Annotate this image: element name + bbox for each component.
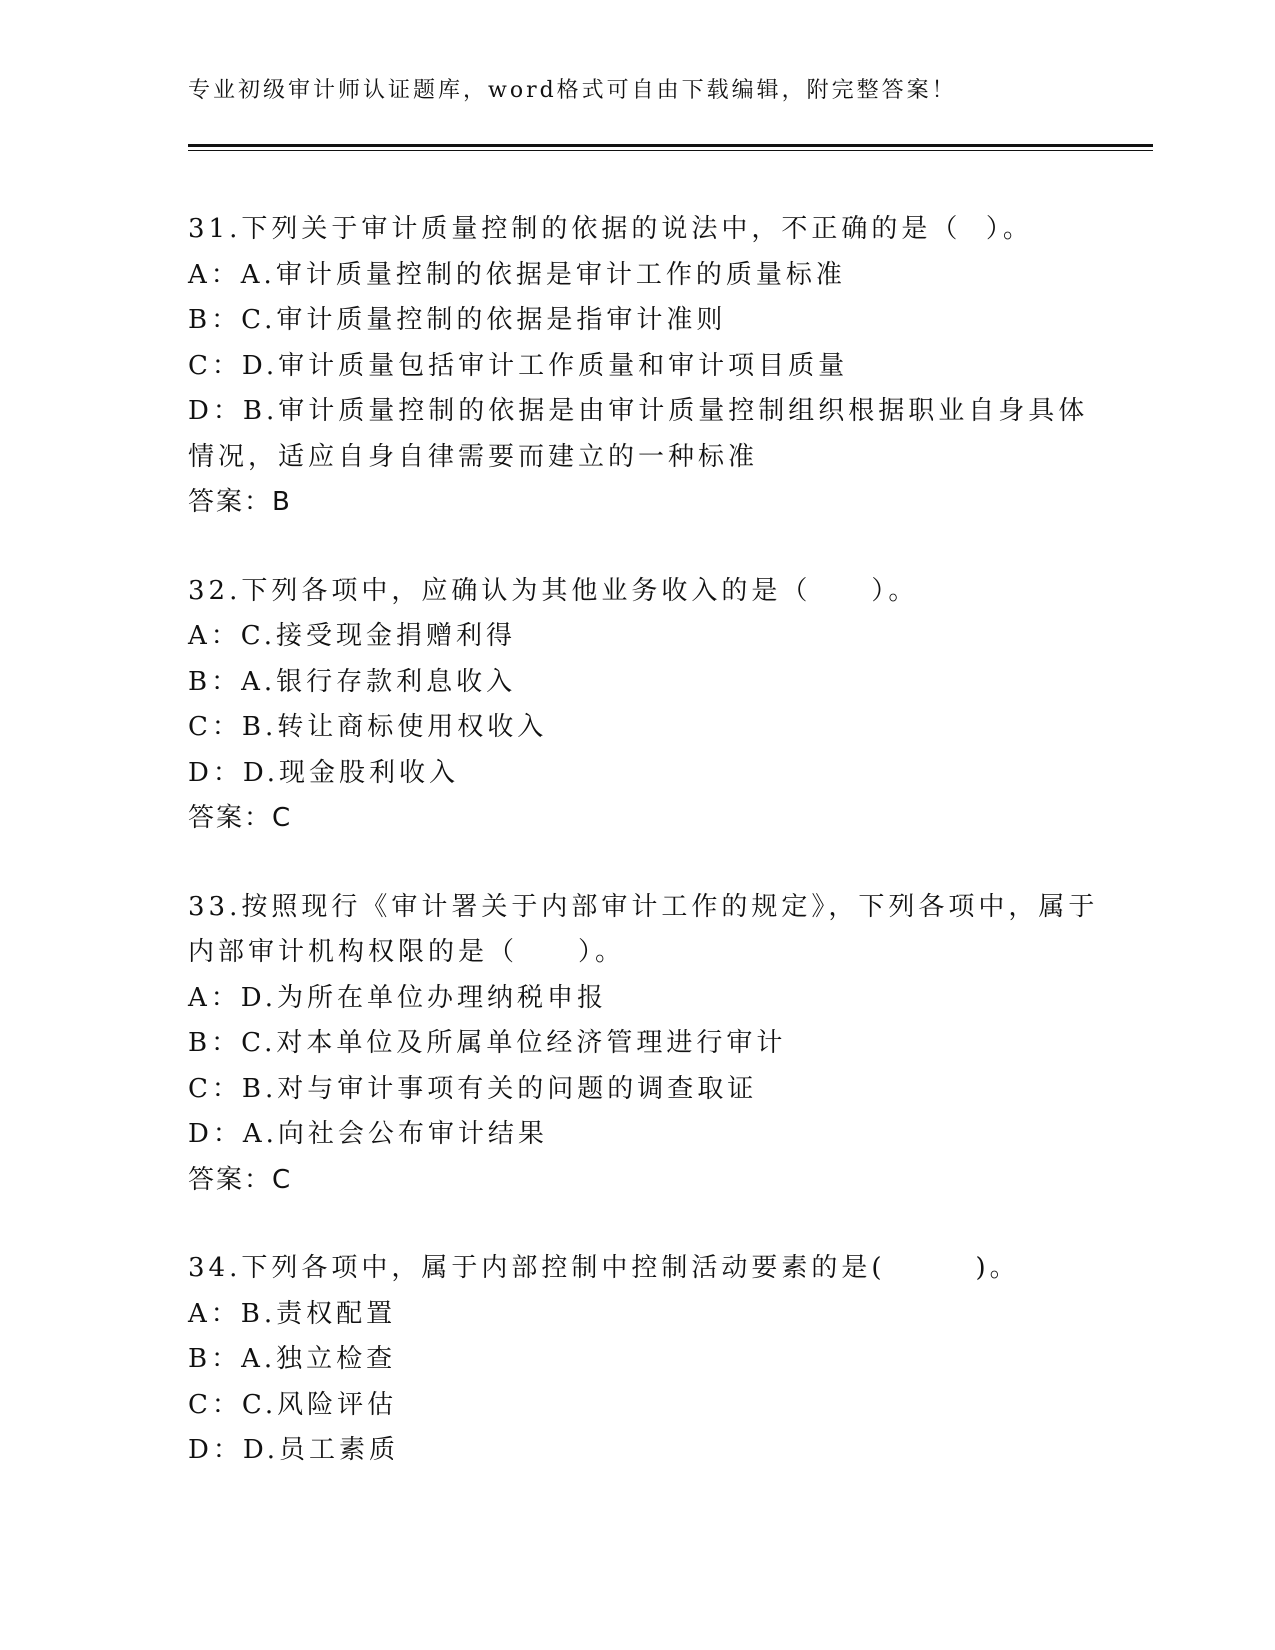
answer-line: 答案：C bbox=[188, 1164, 293, 1195]
option-d: D：A.向社会公布审计结果 bbox=[188, 1119, 548, 1149]
question-32 bbox=[188, 569, 1108, 842]
header-rule-thick bbox=[188, 144, 1153, 147]
option-d: D：D.现金股利收入 bbox=[188, 757, 460, 788]
option-b: B：C.审计质量控制的依据是指审计准则 bbox=[188, 305, 727, 335]
answer-line: 答案：C bbox=[188, 803, 293, 833]
question-31 bbox=[188, 207, 1108, 526]
question-stem: 33.按照现行《审计署关于内部审计工作的规定》，下列各项中，属于内部审计机构权限的是（ ）。 bbox=[188, 891, 1099, 967]
option-c: C：B.对与审计事项有关的问题的调查取证 bbox=[188, 1073, 758, 1104]
option-d: D：B.审计质量控制的依据是由审计质量控制组织根据职业自身具体情况，适应自身自律需要而建立的一种标准 bbox=[188, 396, 1089, 472]
question-34 bbox=[188, 1246, 1108, 1474]
option-a: A：D.为所在单位办理纳税申报 bbox=[188, 982, 607, 1013]
option-a: A：A.审计质量控制的依据是审计工作的质量标准 bbox=[188, 259, 846, 290]
page-header: 专业初级审计师认证题库，word格式可自由下载编辑，附完整答案！ bbox=[188, 78, 957, 103]
question-33 bbox=[188, 885, 1108, 1204]
option-c: C：D.审计质量包括审计工作质量和审计项目质量 bbox=[188, 350, 849, 381]
question-stem: 31.下列关于审计质量控制的依据的说法中，不正确的是（ ）。 bbox=[188, 214, 1033, 244]
option-a: A：C.接受现金捐赠利得 bbox=[188, 621, 517, 651]
header-rule-thin bbox=[188, 150, 1153, 151]
question-stem: 32.下列各项中，应确认为其他业务收入的是（ ）。 bbox=[188, 575, 919, 606]
option-c: C：C.风险评估 bbox=[188, 1389, 398, 1420]
question-list bbox=[188, 207, 1108, 1517]
option-a: A：B.责权配置 bbox=[188, 1298, 397, 1329]
option-b: B：C.对本单位及所属单位经济管理进行审计 bbox=[188, 1028, 787, 1058]
question-stem: 34.下列各项中，属于内部控制中控制活动要素的是( )。 bbox=[188, 1253, 1020, 1283]
option-c: C：B.转让商标使用权收入 bbox=[188, 712, 548, 742]
option-d: D：D.员工素质 bbox=[188, 1435, 400, 1465]
answer-line: 答案：B bbox=[188, 487, 292, 517]
option-b: B：A.独立检查 bbox=[188, 1344, 397, 1374]
option-b: B：A.银行存款利息收入 bbox=[188, 666, 517, 697]
